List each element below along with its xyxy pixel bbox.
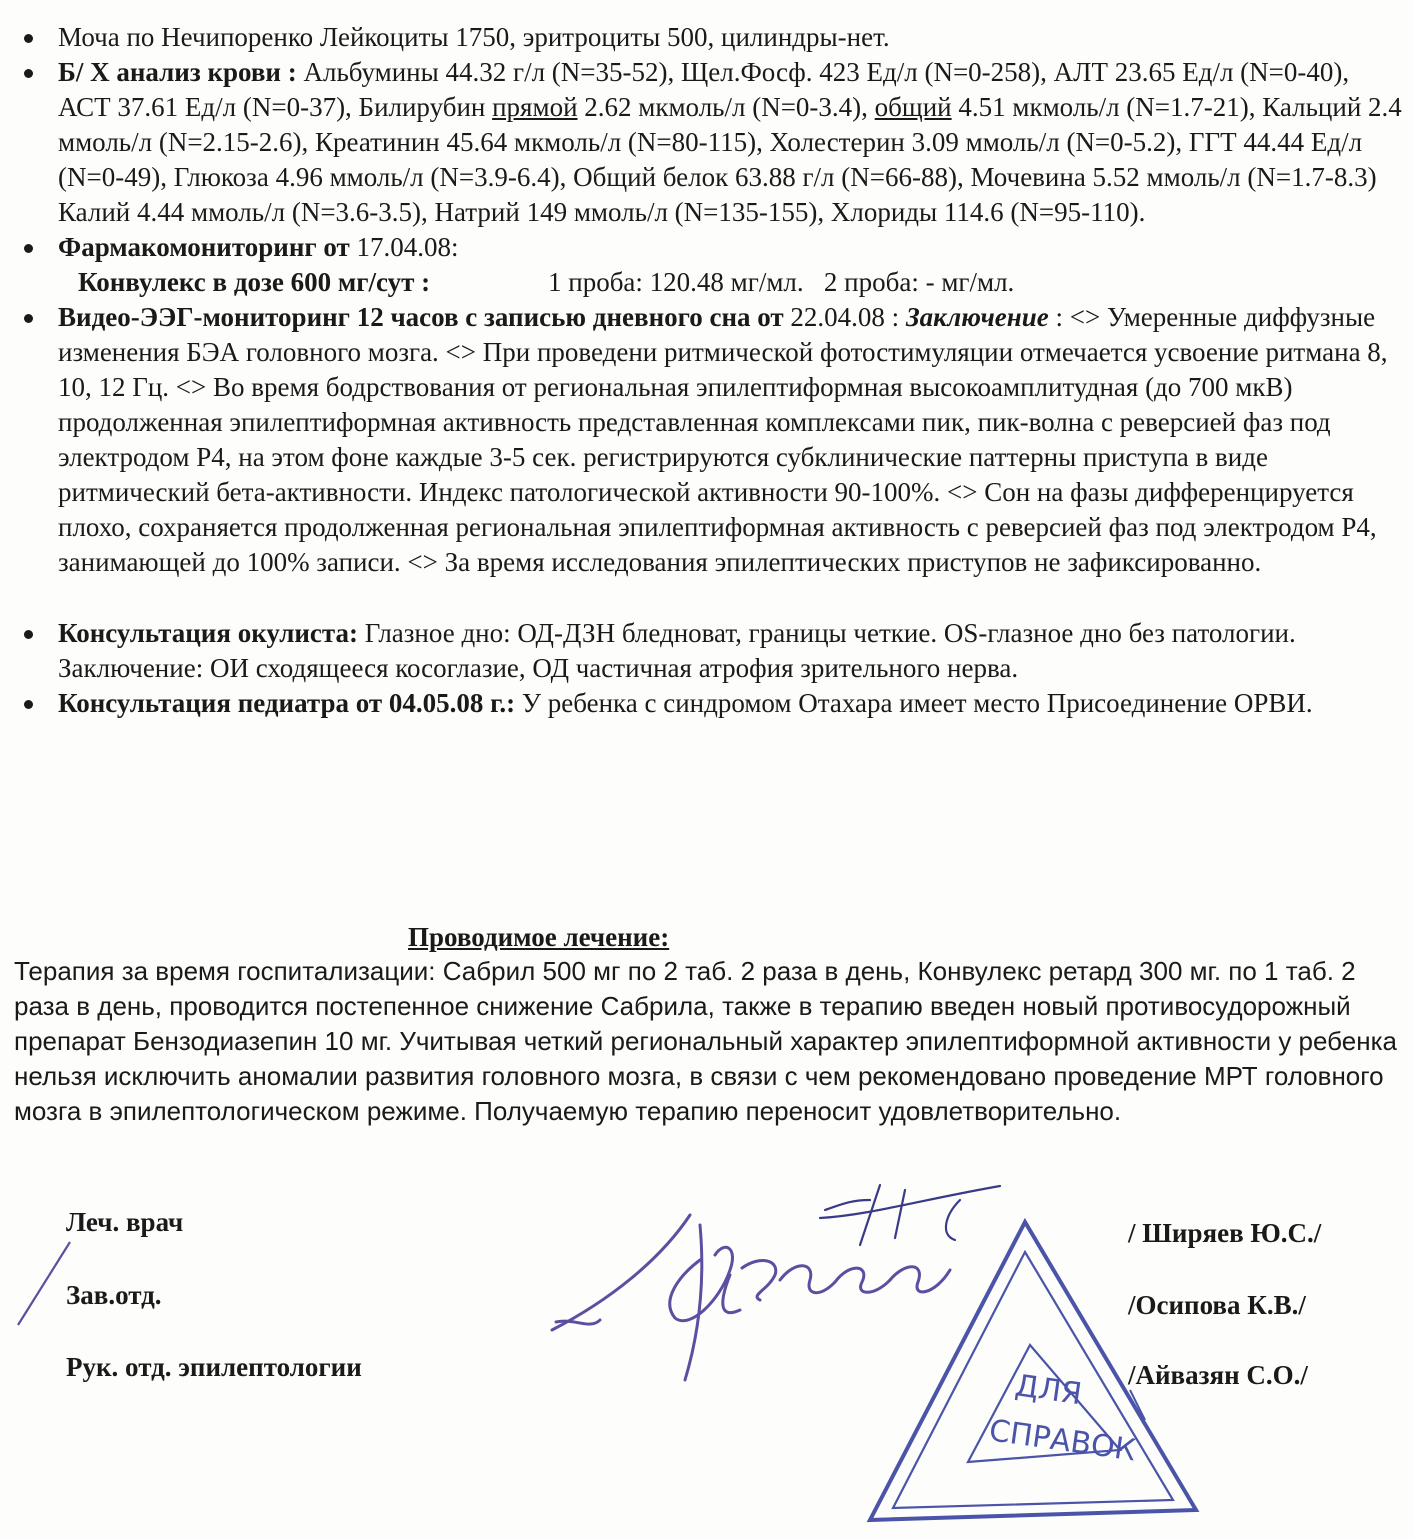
biochem-label: Б/ Х анализ крови : bbox=[58, 57, 297, 87]
tick-signature bbox=[18, 1242, 70, 1325]
biochem-text-3: 4.51 мкмоль/л (N=1.7-21), Кальций 2.4 ммоль/л (N=2.15-2.6), Креатинин 45.64 мкмоль/л (N=80-115), Холестерин 3.09 ммоль/л (N=0-5.2), ГГТ 44.44 Ед/л (N=0-49), Глюкоза 4.96 ммоль/л (N=3.9-6.4), Общий белок 63.88 г/л (N=66-88), Мочевина 5.52 ммоль/л (N=1.7-8.3) Калий 4.44 ммоль/л (N=3.6-3.5), Натрий 149 ммоль/л (N=135-155), Хлориды 114.6 (N=95-110). bbox=[58, 92, 1402, 227]
pediatr-label: Консультация педиатра от 04.05.08 г.: bbox=[58, 688, 516, 718]
bilirubin-total: общий bbox=[874, 92, 952, 122]
epi-head-name: /Айвазян С.О./ bbox=[1128, 1360, 1308, 1390]
ophth-label: Консультация окулиста: bbox=[58, 618, 358, 648]
dose-label: Конвулекс в дозе 600 мг/сут : bbox=[78, 267, 431, 297]
biochem-text-1: Альбумины 44.32 г/л (N=35-52), Щел.Фосф. 423 Ед/л (N=0-258), АЛТ 23.65 Ед/л (N=0-40), АСТ 37.61 Ед/л (N=0-37), Билирубин bbox=[58, 57, 1350, 122]
ophth-text: Глазное дно: ОД-ДЗН бледноват, границы четкие. OS-глазное дно без патологии. Заключение: ОИ сходящееся косоглазие, ОД частичная атрофия зрительного нерва. bbox=[58, 618, 1296, 683]
eeg-conclusion-label: Заключение bbox=[905, 302, 1049, 332]
head-name: /Осипова К.В./ bbox=[1128, 1290, 1306, 1320]
pharma-date: 17.04.08: bbox=[349, 232, 459, 262]
pediatr-text: У ребенка с синдромом Отахара имеет место Присоединение ОРВИ. bbox=[515, 688, 1313, 718]
initials-signature bbox=[820, 1185, 1000, 1245]
bilirubin-direct: прямой bbox=[492, 92, 578, 122]
stamp-center-2: СПРАВОК bbox=[986, 1413, 1138, 1469]
doctor-label: Леч. врач bbox=[66, 1207, 184, 1237]
treatment-heading: Проводимое лечение: bbox=[408, 922, 670, 952]
stamp-center-1: ДЛЯ bbox=[1012, 1368, 1084, 1413]
eeg-date: 22.04.08 : bbox=[783, 302, 906, 332]
probe-1: 1 проба: 120.48 мг/мл. bbox=[548, 267, 804, 297]
epi-head-label: Рук. отд. эпилептологии bbox=[66, 1352, 362, 1382]
doctor-name: / Ширяев Ю.С./ bbox=[1128, 1218, 1322, 1248]
eeg-text: : <> Умеренные диффузные изменения БЭА головного мозга. <> При проведени ритмической фотостимуляции отмечается усвоение ритмана 8, 10, 12 Гц. <> Во время бодрствования от региональная эпилептиформная высокоамплитудная (до 700 мкВ) продолженная эпилептиформная активность представленная комплексами пик, пик-волна с реверсией фаз под электродом Р4, на этом фоне каждые 3-5 сек. регистрируются субклинические паттерны приступа в виде ритмический бета-активности. Индекс патологической активности 90-100%. <> Сон на фазы дифференцируется плохо, сохраняется продолженная региональная эпилептиформная активность с реверсией фаз под электродом Р4, занимающей до 100% записи. <> За время исследования эпилептических приступов не зафиксированно. bbox=[58, 302, 1388, 577]
treatment-text: Терапия за время госпитализации: Сабрил 500 мг по 2 таб. 2 раза в день, Конвулекс ретард 300 мг. по 1 таб. 2 раза в день, проводится постепенное снижение Сабрила, также в терапию введен новый противосудорожный препарат Бензодиазепин 10 мг. Учитывая четкий региональный характер эпилептиформной активности у ребенка нельзя исключить аномалии развития головного мозга, в связи с чем рекомендовано проведение МРТ головного мозга в эпилептологическом режиме. Получаемую терапию переносит удовлетворительно. bbox=[14, 956, 1398, 1126]
eeg-label: Видео-ЭЭГ-мониторинг 12 часов с записью дневного сна от bbox=[58, 302, 784, 332]
pharma-label: Фармакомониторинг от bbox=[58, 232, 350, 262]
probe-2: 2 проба: - мг/мл. bbox=[823, 267, 1015, 297]
stamp bbox=[870, 1222, 1196, 1520]
biochem-text-2: 2.62 мкмоль/л (N=0-3.4), bbox=[577, 92, 875, 122]
doctor-signature bbox=[552, 1215, 950, 1380]
head-label: Зав.отд. bbox=[66, 1280, 162, 1310]
urine-text: Моча по Нечипоренко Лейкоциты 1750, эритроциты 500, цилиндры-нет. bbox=[58, 22, 890, 52]
